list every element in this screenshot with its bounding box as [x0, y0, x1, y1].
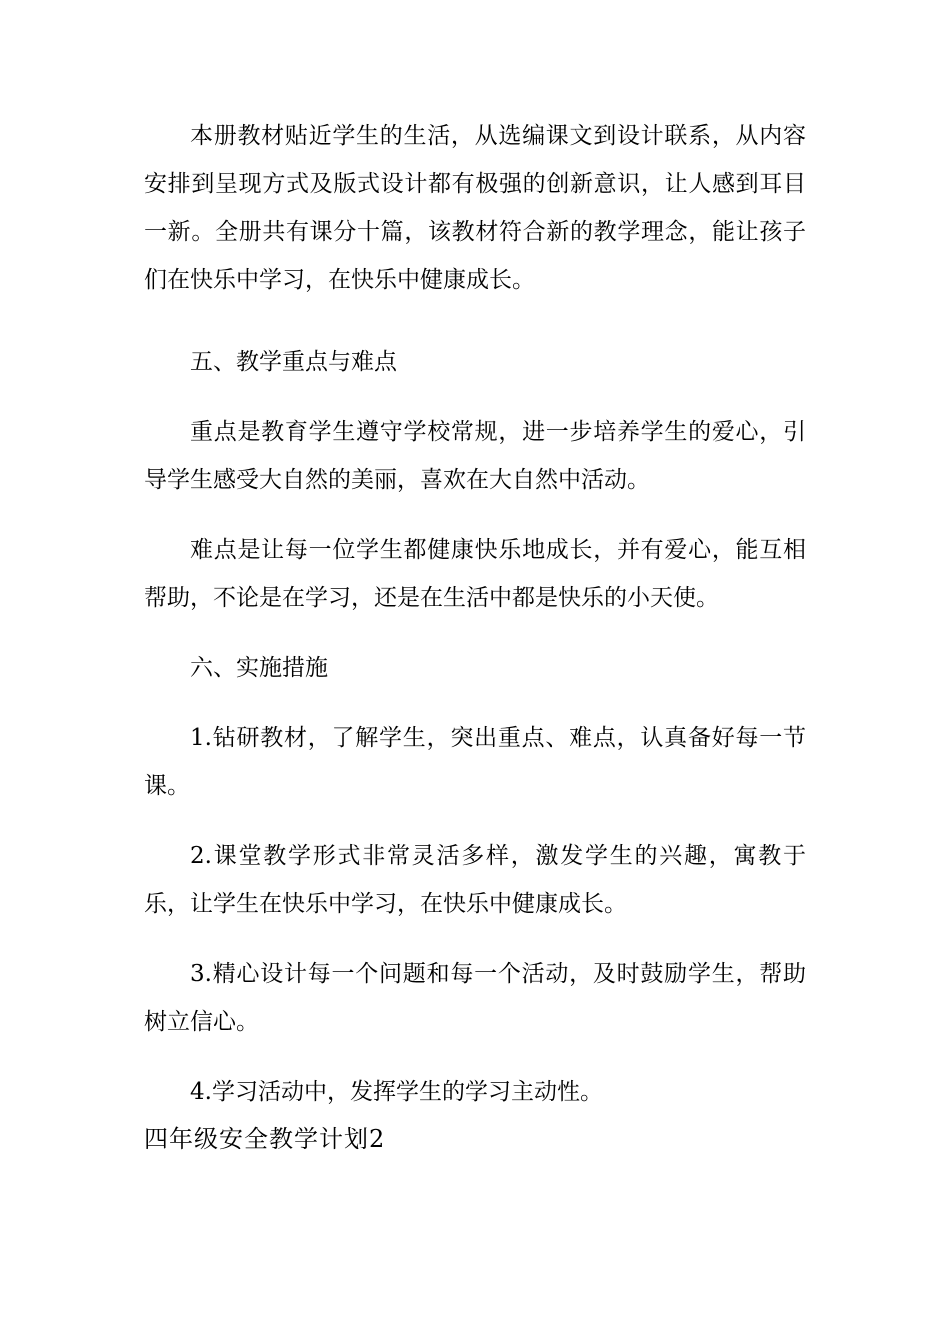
measure-item-2: 2.课堂教学形式非常灵活多样，激发学生的兴趣，寓教于乐，让学生在快乐中学习，在快乐中健康成长。 — [144, 843, 806, 917]
measure-item-4: 4.学习活动中，发挥学生的学习主动性。 — [190, 1079, 603, 1105]
intro-paragraph: 本册教材贴近学生的生活，从选编课文到设计联系，从内容安排到呈现方式及版式设计都有极强的创新意识，让人感到耳目一新。全册共有课分十篇，该教材符合新的教学理念，能让孩子们在快乐中学习，在快乐中健康成长。 — [144, 123, 806, 293]
measure-item-3: 3.精心设计每一个问题和每一个活动，及时鼓励学生，帮助树立信心。 — [144, 961, 806, 1035]
measure-item-1: 1.钻研教材，了解学生，突出重点、难点，认真备好每一节课。 — [144, 725, 806, 799]
section-heading-key-difficult-points: 五、教学重点与难点 — [190, 349, 397, 375]
document-body — [144, 112, 806, 1116]
next-document-title: 四年级安全教学计划2 — [144, 1125, 386, 1153]
section-heading-measures: 六、实施措施 — [190, 655, 328, 681]
difficulties-paragraph: 难点是让每一位学生都健康快乐地成长，并有爱心，能互相帮助，不论是在学习，还是在生活中都是快乐的小天使。 — [144, 537, 806, 611]
key-points-paragraph: 重点是教育学生遵守学校常规，进一步培养学生的爱心，引导学生感受大自然的美丽，喜欢在大自然中活动。 — [144, 419, 806, 493]
